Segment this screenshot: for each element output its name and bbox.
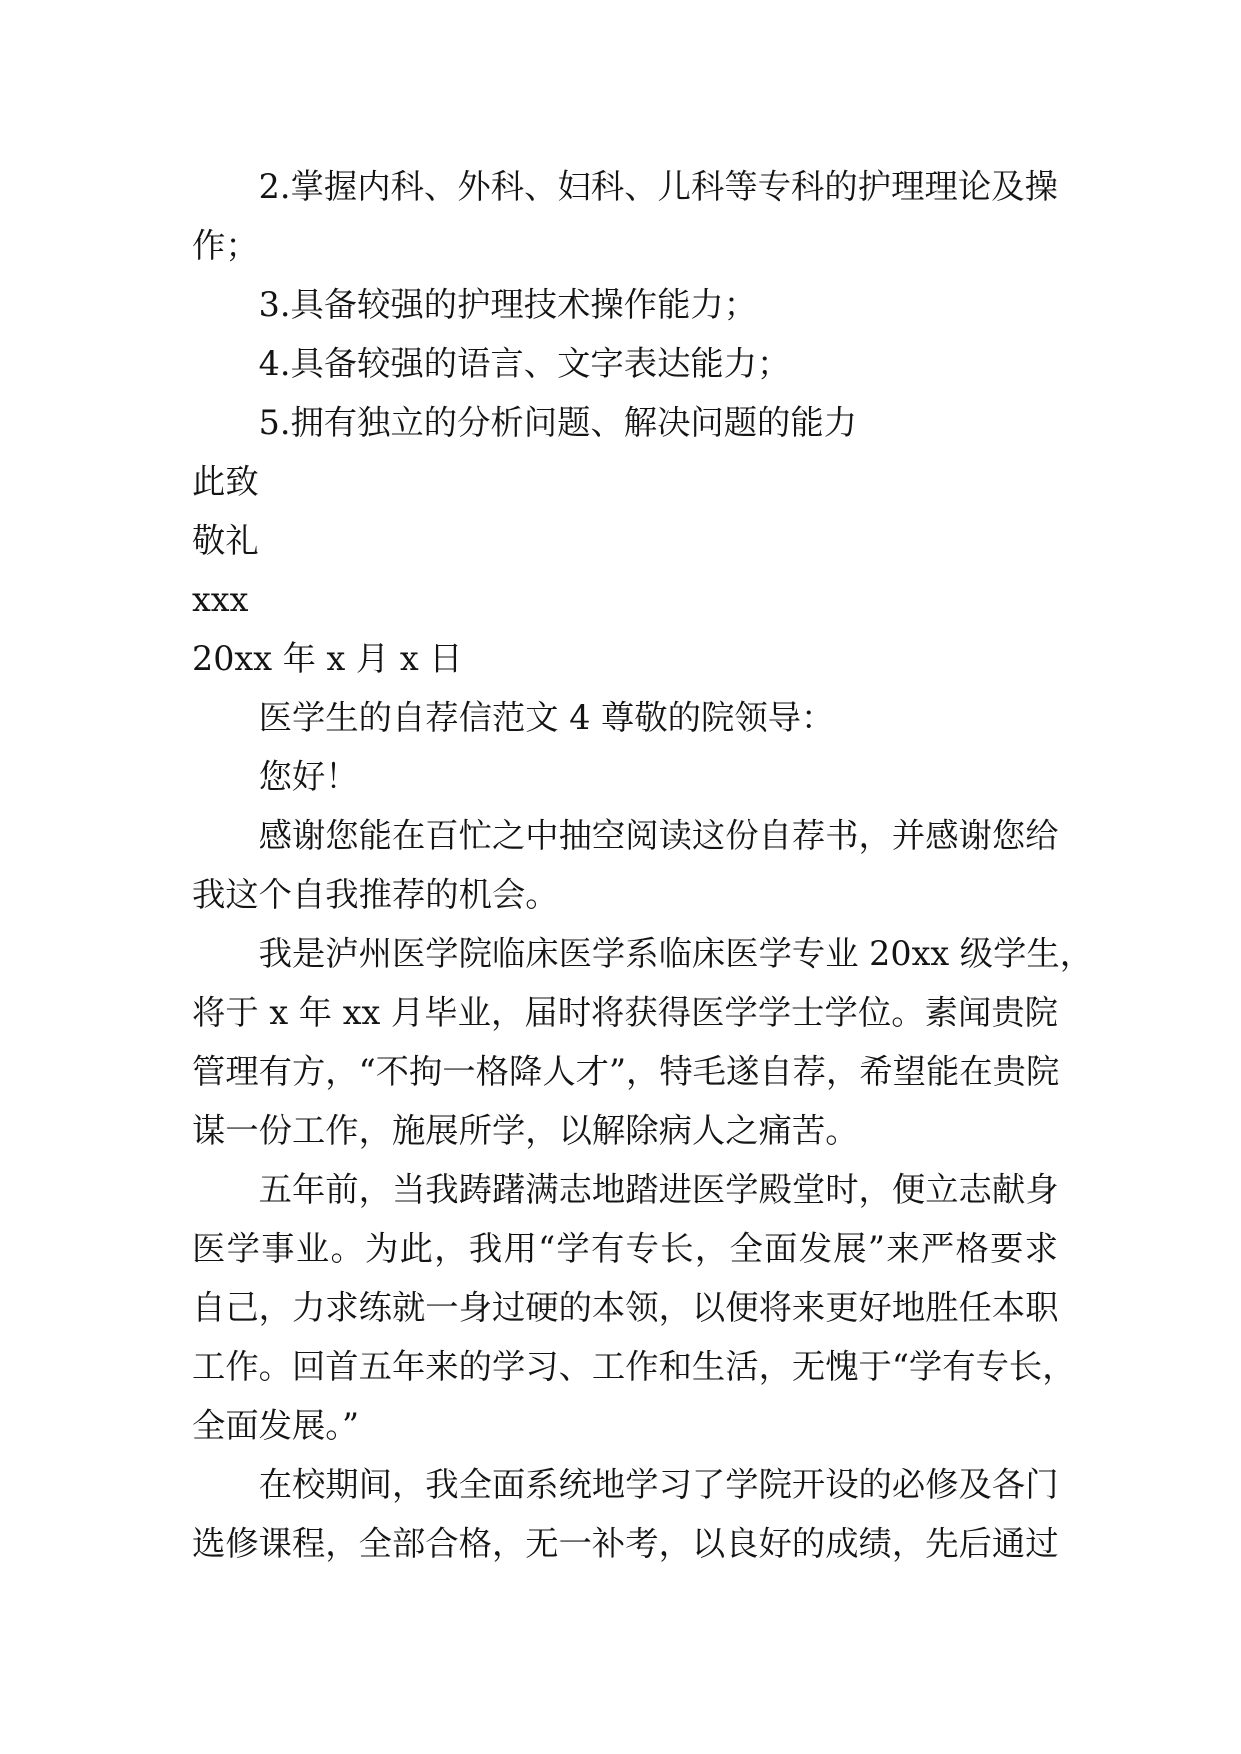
paragraph-line: 我这个自我推荐的机会。 [192,875,559,914]
paragraph-line: 我是泸州医学院临床医学系临床医学专业 20xx 级学生， [258,934,1094,973]
paragraph-line: 自己，力求练就一身过硬的本领，以便将来更好地胜任本职 [192,1288,1059,1327]
paragraph-line: 管理有方，“不拘一格降人才”，特毛遂自荐，希望能在贵院 [192,1052,1060,1091]
page-text-block [192,157,1094,1573]
closing-salutation [192,452,1058,570]
qualification-item-line: 4.具备较强的语言、文字表达能力； [258,344,791,383]
closing-line: 此致 [192,462,259,501]
letter-date: 20xx 年 x 月 x 日 [192,639,463,678]
greeting: 您好！ [258,757,359,796]
signature: xxx [192,580,249,619]
qualification-item-line: 2.掌握内科、外科、妇科、儿科等专科的护理理论及操 [258,167,1058,206]
qualification-item [192,275,1058,334]
qualification-item-line: 3.具备较强的护理技术操作能力； [258,285,758,324]
letter-heading: 医学生的自荐信范文 4 尊敬的院领导： [258,698,835,737]
paragraph-line: 工作。回首五年来的学习、工作和生活，无愧于“学有专长， [192,1347,1076,1386]
paragraph-line: 选修课程，全部合格，无一补考，以良好的成绩，先后通过 [192,1524,1059,1563]
paragraph-line: 感谢您能在百忙之中抽空阅读这份自荐书，并感谢您给 [258,816,1059,855]
paragraph-line: 医学事业。为此，我用“学有专长，全面发展”来严格要求 [192,1229,1058,1268]
paragraph-line: 在校期间，我全面系统地学习了学院开设的必修及各门 [258,1465,1059,1504]
letter-body [192,806,1094,1573]
qualification-item [192,157,1058,275]
paragraph-line: 将于 x 年 xx 月毕业，届时将获得医学学士学位。素闻贵院 [192,993,1058,1032]
body-paragraph [192,1455,1058,1573]
body-paragraph [192,806,1058,924]
body-paragraph [192,924,1094,1160]
qualification-item [192,393,1058,452]
paragraph-line: 谋一份工作，施展所学，以解除病人之痛苦。 [192,1111,859,1150]
qualification-item [192,334,1058,393]
paragraph-line: 全面发展。” [192,1406,360,1445]
qualification-item-line: 5.拥有独立的分析问题、解决问题的能力 [258,403,858,442]
qualification-item-line: 作； [192,226,259,265]
paragraph-line: 五年前，当我踌躇满志地踏进医学殿堂时，便立志献身 [258,1170,1059,1209]
qualifications-list [192,157,1058,452]
body-paragraph [192,1160,1076,1455]
closing-line: 敬礼 [192,521,259,560]
